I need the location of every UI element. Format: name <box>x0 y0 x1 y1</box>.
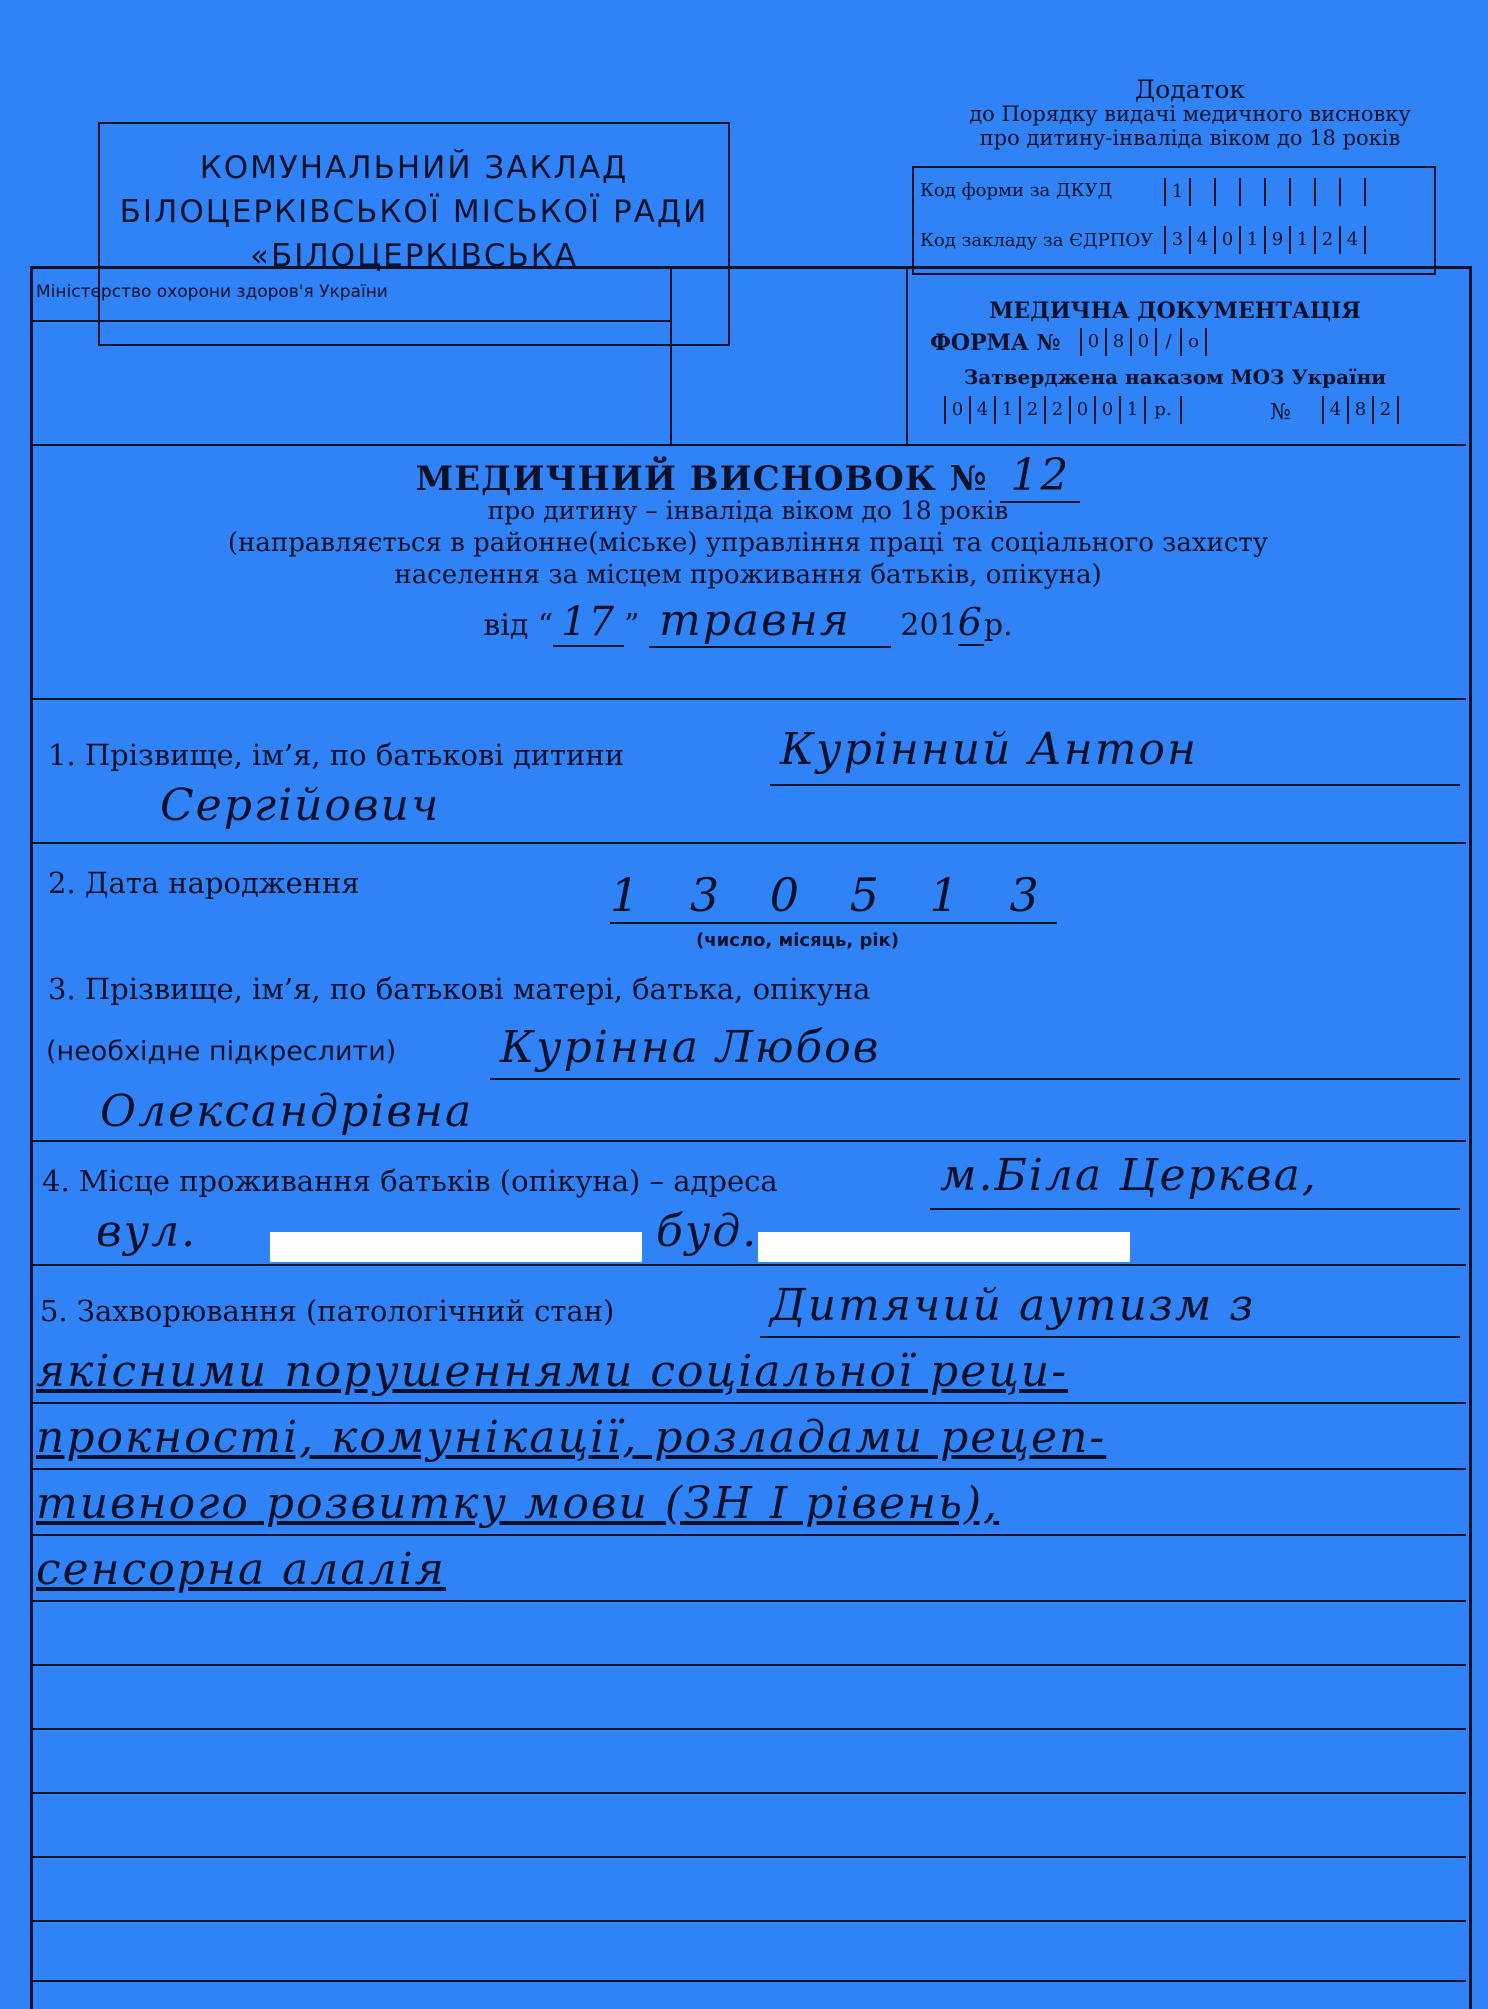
edrpou-cells: 3 4 0 1 9 1 2 4 <box>1164 226 1366 254</box>
field4-value-line1: м.Біла Церква, <box>940 1150 1318 1201</box>
underline <box>770 784 1460 786</box>
field5-label: 5. Захворювання (патологічний стан) <box>40 1294 615 1328</box>
appendix-header <box>930 75 1450 150</box>
document-title <box>30 450 1466 501</box>
field1-label: 1. Прізвище, ім’я, по батькові дитини <box>48 738 625 772</box>
ruled-line <box>30 1920 1466 1922</box>
underline <box>760 1336 1460 1338</box>
ministry-label: Міністерство охорони здоров'я України <box>36 282 388 302</box>
order-number-cells: 4 8 2 <box>1322 396 1399 424</box>
field3-label1: 3. Прізвище, ім’я, по батькові матері, батька, опікуна <box>48 972 871 1006</box>
field1-value-line2: Сергійович <box>160 780 441 831</box>
field3-label2: (необхідне підкреслити) <box>46 1036 397 1067</box>
ruled-line <box>30 1728 1466 1730</box>
document-date: від “ 17 ” травня 2016р. <box>483 595 1013 646</box>
underline <box>930 1208 1460 1210</box>
codes-box <box>912 166 1436 275</box>
appendix-line2: про дитину-інваліда віком до 18 років <box>979 126 1401 150</box>
divider <box>30 444 1466 446</box>
date-year-digit: 6 <box>957 600 984 644</box>
ruled-line <box>30 1856 1466 1858</box>
dkud-label: Код форми за ДКУД <box>920 180 1113 201</box>
approval-date-cells: 0 4 1 2 2 0 0 1 р. <box>944 396 1182 424</box>
divider <box>30 320 670 322</box>
field3-value-line2: Олександрівна <box>100 1086 474 1137</box>
field2-hint: (число, місяць, рік) <box>696 930 899 951</box>
field2-value: 1 3 0 5 1 3 <box>610 868 1057 922</box>
divider <box>30 698 1466 700</box>
divider <box>670 268 672 446</box>
underline <box>30 1140 1466 1142</box>
medical-documentation-block <box>910 296 1440 432</box>
ruled-line <box>30 1664 1466 1666</box>
appendix-line1: до Порядку видачі медичного висновку <box>969 102 1411 126</box>
form-number-label: ФОРМА № <box>930 330 1061 356</box>
order-number-label: № <box>1270 400 1291 425</box>
dkud-cells: 1 <box>1164 178 1366 206</box>
redaction-bar <box>270 1232 642 1262</box>
field2-label: 2. Дата народження <box>48 866 360 900</box>
meddoc-title: МЕДИЧНА ДОКУМЕНТАЦІЯ <box>989 298 1361 324</box>
underline <box>30 1264 1466 1266</box>
underline <box>30 842 1466 844</box>
edrpou-label: Код закладу за ЄДРПОУ <box>920 230 1154 251</box>
field5-value-line1: Дитячий аутизм з <box>770 1280 1256 1331</box>
field5-value-line3: прокності, комунікації, розладами рецеп- <box>36 1412 1107 1463</box>
redaction-bar <box>758 1232 1130 1262</box>
field5-value-line5: сенсорна алалія <box>36 1544 446 1595</box>
stamp-line1: КОМУНАЛЬНИЙ ЗАКЛАД <box>199 150 629 186</box>
date-day: 17 <box>553 599 624 647</box>
underline <box>490 1078 1460 1080</box>
field4-value-street: вул. <box>96 1206 198 1257</box>
ruled-line <box>30 1792 1466 1794</box>
ruled-line <box>30 1600 1466 1602</box>
field4-value-building: буд. <box>656 1206 759 1257</box>
field1-value-line1: Курінний Антон <box>780 724 1198 775</box>
stamp-line2: БІЛОЦЕРКІВСЬКОЇ МІСЬКОЇ РАДИ <box>119 194 709 230</box>
form-number-cells: 0 8 0 / о <box>1080 328 1207 356</box>
field4-label: 4. Місце проживання батьків (опікуна) – адреса <box>42 1164 778 1198</box>
underline <box>30 1468 1466 1470</box>
title-sub3: населення за місцем проживання батьків, опікуна) <box>394 560 1102 590</box>
document-title-block <box>30 450 1466 646</box>
stamp-line3: «БІЛОЦЕРКІВСЬКА <box>250 238 578 274</box>
title-heading: МЕДИЧНИЙ ВИСНОВОК № <box>415 459 988 499</box>
ruled-line <box>30 1980 1466 1982</box>
approved-label: Затверджена наказом МОЗ України <box>963 365 1387 389</box>
field5-value-line2: якісними порушеннями соціальної реци- <box>36 1346 1069 1397</box>
appendix-title: Додаток <box>1134 75 1246 104</box>
date-month: травня <box>649 595 891 648</box>
underline <box>30 1402 1466 1404</box>
field3-value-line1: Курінна Любов <box>500 1022 881 1073</box>
conclusion-number: 12 <box>1000 450 1080 503</box>
field5-value-line4: тивного розвитку мови (ЗН І рівень), <box>36 1478 1000 1529</box>
divider <box>906 268 908 446</box>
title-sub2: (направляється в районне(міське) управління праці та соціального захисту <box>227 528 1269 558</box>
underline <box>30 1534 1466 1536</box>
title-sub1: про дитину – інваліда віком до 18 років <box>487 496 1009 525</box>
